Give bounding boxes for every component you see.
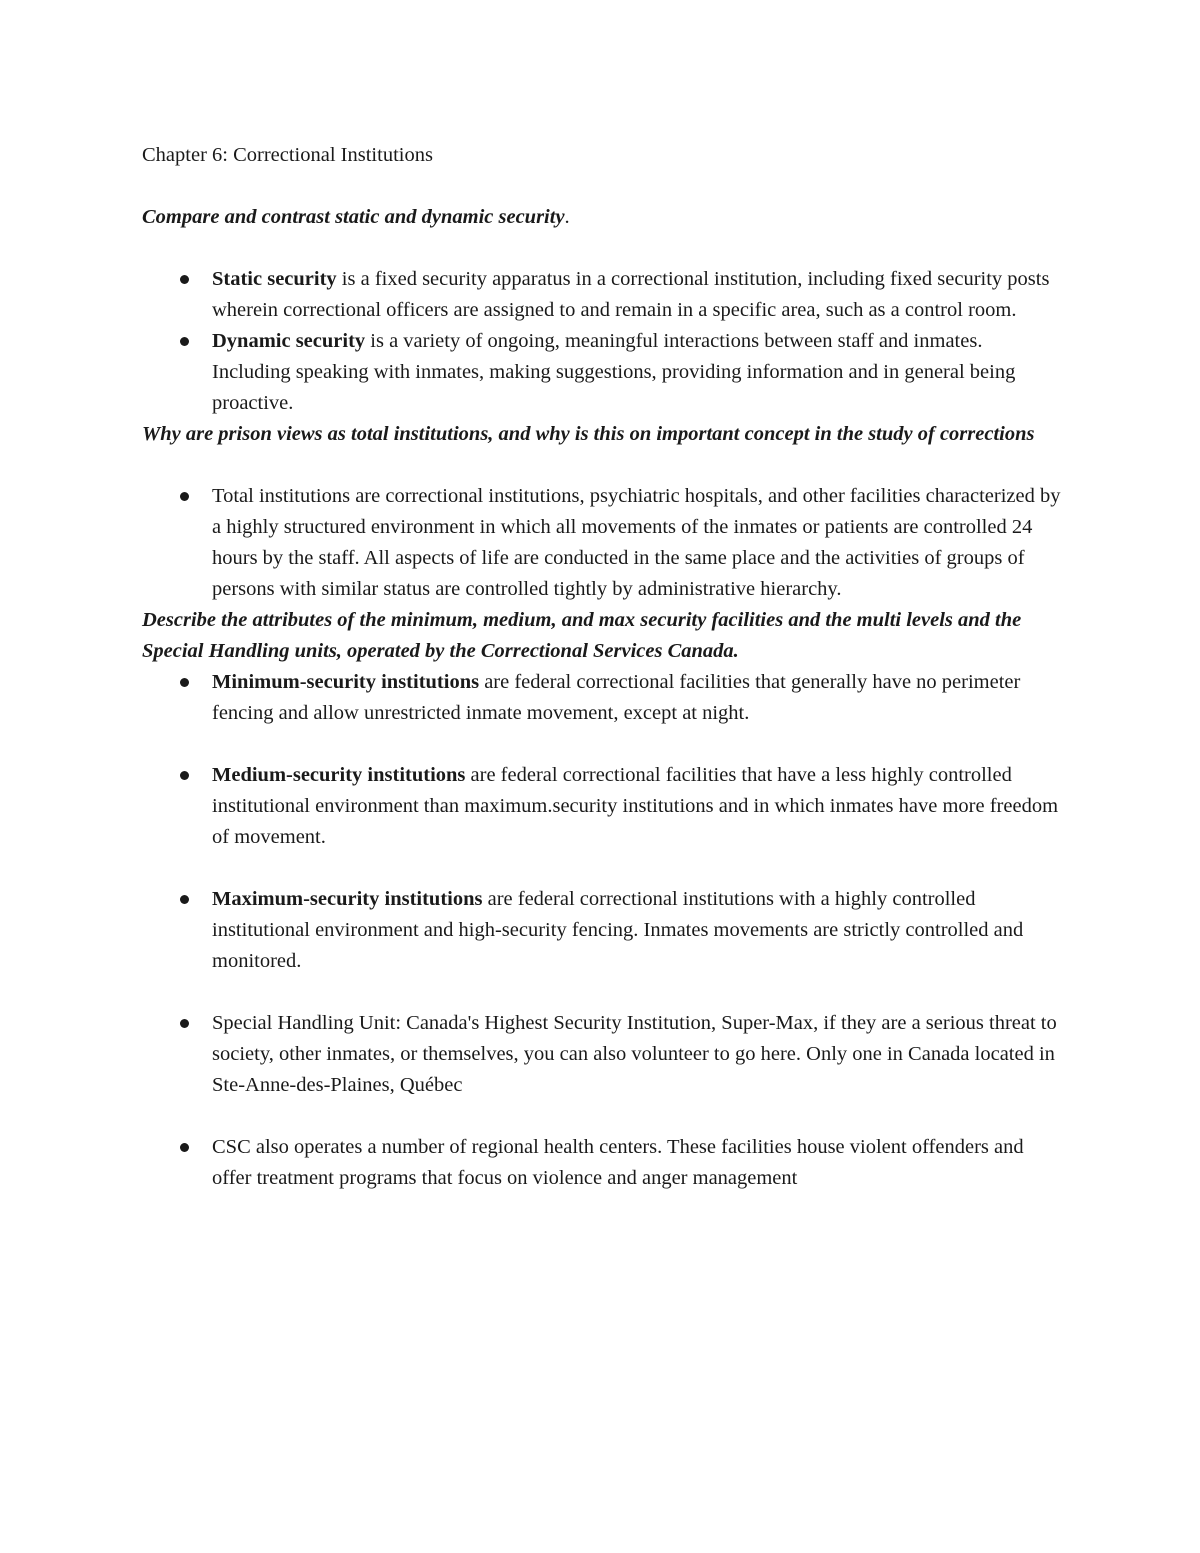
list-item xyxy=(142,326,1062,419)
list-item xyxy=(142,1008,1062,1101)
list-item xyxy=(142,760,1062,853)
list-item xyxy=(142,884,1062,977)
list-item xyxy=(142,667,1062,729)
bullet-list-total-institutions xyxy=(142,481,1062,605)
definition-special-handling-unit: Special Handling Unit: Canada's Highest Security Institution, Super-Max, if they are a serious threat to society, other inmates, or themselves, you can also volunteer to go here. Only one in Canada located in Ste-Anne-des-Plaines, Québec xyxy=(212,1012,1057,1096)
definition-regional-health-centers: CSC also operates a number of regional health centers. These facilities house violent offenders and offer treatment programs that focus on violence and anger management xyxy=(212,1136,1024,1189)
term-minimum-security: Minimum-security institutions xyxy=(212,671,480,693)
chapter-title: Chapter 6: Correctional Institutions xyxy=(142,144,433,166)
bullet-list-security xyxy=(142,264,1062,419)
term-dynamic-security: Dynamic security xyxy=(212,330,366,352)
definition-minimum-security: are federal correctional facilities that generally have no perimeter fencing and allow unrestricted inmate movement, except at night. xyxy=(212,671,1021,724)
list-item xyxy=(142,1132,1062,1194)
term-maximum-security: Maximum-security institutions xyxy=(212,888,483,910)
question-text: Compare and contrast static and dynamic security xyxy=(142,206,565,228)
definition-dynamic-security: is a variety of ongoing, meaningful interactions between staff and inmates. Including speaking with inmates, making suggestions, providing information and in general being proactive. xyxy=(212,330,1016,414)
bullet-icon xyxy=(180,492,189,501)
bullet-list-security-levels xyxy=(142,667,1062,1194)
bullet-icon xyxy=(180,895,189,904)
term-static-security: Static security xyxy=(212,268,337,290)
bullet-icon xyxy=(180,678,189,687)
question-security-levels: Describe the attributes of the minimum, medium, and max security facilities and the multi levels and the Special Handling units, operated by the Correctional Services Canada. xyxy=(142,609,1022,662)
definition-maximum-security: are federal correctional institutions with a highly controlled institutional environment and high-security fencing. Inmates movements are strictly controlled and monitored. xyxy=(212,888,1024,972)
definition-total-institutions: Total institutions are correctional institutions, psychiatric hospitals, and other facilities characterized by a highly structured environment in which all movements of the inmates or patients are controlled 24 hours by the staff. All aspects of life are conducted in the same place and the activities of groups of persons with similar status are controlled tightly by administrative hierarchy. xyxy=(212,485,1061,600)
question-static-dynamic xyxy=(142,202,1062,233)
bullet-icon xyxy=(180,771,189,780)
definition-static-security: is a fixed security apparatus in a correctional institution, including fixed security posts wherein correctional officers are assigned to and remain in a specific area, such as a control room. xyxy=(212,268,1050,321)
bullet-icon xyxy=(180,337,189,346)
list-item xyxy=(142,481,1062,605)
term-medium-security: Medium-security institutions xyxy=(212,764,466,786)
document-page xyxy=(142,140,1062,1194)
bullet-icon xyxy=(180,1019,189,1028)
question-total-institutions: Why are prison views as total institutions, and why is this on important concept in the study of corrections xyxy=(142,423,1035,445)
list-item xyxy=(142,264,1062,326)
bullet-icon xyxy=(180,1143,189,1152)
question-period: . xyxy=(564,206,570,228)
definition-medium-security: are federal correctional facilities that have a less highly controlled institutional environment than maximum.security institutions and in which inmates have more freedom of movement. xyxy=(212,764,1059,848)
bullet-icon xyxy=(180,275,189,284)
